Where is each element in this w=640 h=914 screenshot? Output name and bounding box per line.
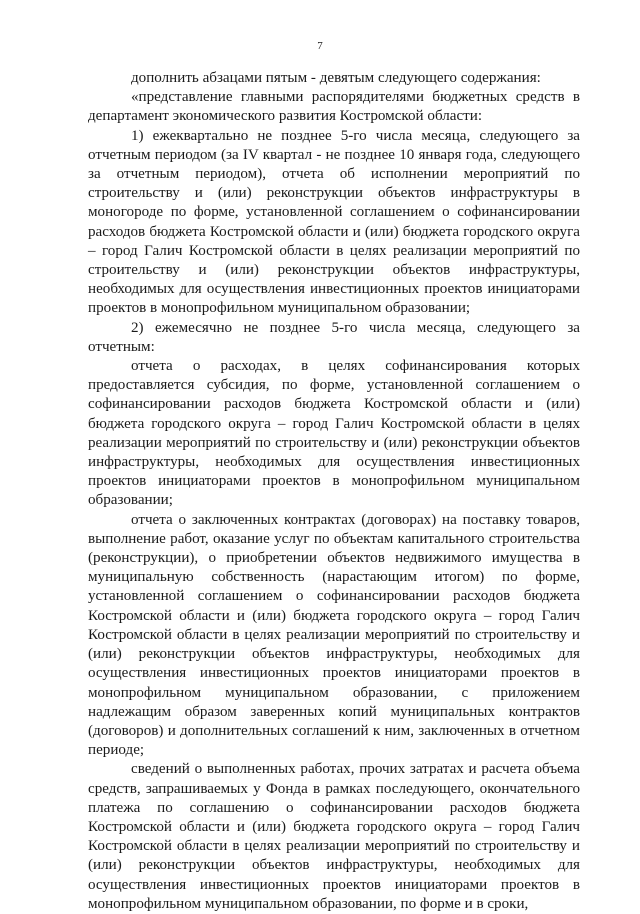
page-number: 7 — [317, 40, 323, 52]
paragraph-completed-works: сведений о выполненных работах, прочих затратах и расчета объема средств, запрашиваемых у Фонда в рамках последующего, окончательного платежа по соглашению о софинансировании расходов бюджета Костромской области и (или) бюджета городского округа – город Галич Костромской области в целях реализации мероприятий по строительству и (или) реконструкции объектов инфраструктуры, необходимых для осуществления инвестиционных проектов инициаторами проектов в монопрофильном муниципальном образовании, по форме и в сроки, — [88, 761, 580, 912]
paragraph-item-2-monthly: 2) ежемесячно не позднее 5-го числа месяца, следующего за отчетным: — [88, 319, 580, 355]
document-body — [88, 69, 580, 914]
paragraph-item-1-quarterly: 1) ежеквартально не позднее 5-го числа месяца, следующего за отчетным периодом (за IV квартал - не позднее 10 января года, следующего за отчетным периодом), отчета об исполнении мероприятий по строительству и (или) реконструкции объектов инфраструктуры в моногороде по форме, установленной соглашением о софинансировании расходов бюджета Костромской области и (или) бюджета городского округа – город Галич Костромской области в целях реализации мероприятий по строительству и (или) реконструкции объектов инфраструктуры, необходимых для осуществления инвестиционных проектов инициаторами проектов в монопрофильном муниципальном образовании; — [88, 127, 580, 317]
paragraph-expense-report: отчета о расходах, в целях софинансирования которых предоставляется субсидия, по форме, установленной соглашением о софинансировании расходов бюджета Костромской области и (или) бюджета городского округа – город Галич Костромской области в целях реализации мероприятий по строительству и (или) реконструкции объектов инфраструктуры, необходимых для осуществления инвестиционных проектов инициаторами проектов в монопрофильном муниципальном образовании; — [88, 358, 580, 509]
paragraph-contracts-report: отчета о заключенных контрактах (договорах) на поставку товаров, выполнение работ, оказание услуг по объектам капитального строительства (реконструкции), о приобретении объектов недвижимого имущества в муниципальную собственность (нарастающим итогом) по форме, установленной соглашением о софинансировании расходов бюджета Костромской области и (или) бюджета городского округа – город Галич Костромской области в целях реализации мероприятий по строительству и (или) реконструкции объектов инфраструктуры, необходимых для осуществления инвестиционных проектов инициаторами проектов в монопрофильном муниципальном образовании, с приложением надлежащим образом заверенных копий муниципальных контрактов (договоров) и дополнительных соглашений к ним, заключенных в отчетном периоде; — [88, 511, 580, 759]
paragraph-intro: дополнить абзацами пятым - девятым следующего содержания: — [131, 70, 541, 86]
paragraph-representation: «представление главными распорядителями бюджетных средств в департамент экономического развития Костромской области: — [88, 89, 580, 125]
